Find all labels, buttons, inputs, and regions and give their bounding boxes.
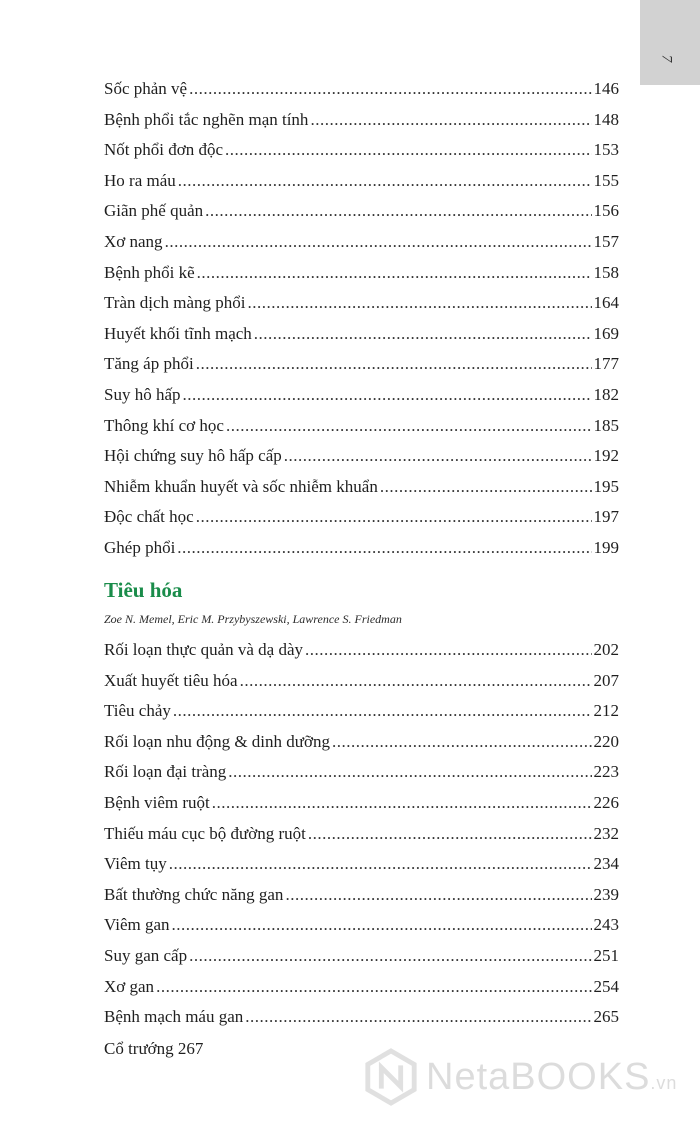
- watermark: [362, 1044, 692, 1110]
- toc-entry-title: Bất thường chức năng gan: [104, 884, 284, 904]
- dot-leader: [332, 730, 592, 754]
- dot-leader: [254, 322, 592, 346]
- toc-entry-page: 156: [593, 201, 619, 221]
- page-number: 7: [658, 54, 675, 63]
- dot-leader: [165, 230, 592, 254]
- dot-leader: [226, 414, 592, 438]
- dot-leader: [240, 669, 592, 693]
- dot-leader: [177, 536, 591, 560]
- toc-entry-title: Xơ gan: [104, 976, 155, 996]
- toc-entry-page: 254: [593, 976, 619, 996]
- toc-entry-title: Tràn dịch màng phổi: [104, 293, 246, 313]
- toc-entry-page: 192: [593, 446, 619, 466]
- toc-entry: [104, 975, 619, 999]
- toc-entry-title: Tăng áp phổi: [104, 354, 194, 374]
- toc-entry: [104, 669, 619, 693]
- dot-leader: [196, 505, 592, 529]
- toc-entry: [104, 852, 619, 876]
- dot-leader: [212, 791, 592, 815]
- toc-entry: [104, 169, 619, 193]
- toc-entry-title: Ho ra máu: [104, 170, 176, 190]
- toc-entry-title: Ghép phổi: [104, 538, 176, 557]
- toc-entry-title: Rối loạn thực quản và dạ dày: [104, 640, 303, 659]
- toc-entry-title: Bệnh phổi tắc nghẽn mạn tính: [104, 109, 309, 129]
- toc-entry: [104, 883, 619, 907]
- netabooks-logo-icon: [362, 1048, 420, 1106]
- section-authors: Zoe N. Memel, Eric M. Przybyszewski, Lawrence S. Friedman: [104, 612, 402, 626]
- toc-entry: [104, 699, 619, 723]
- toc-entry-title: Tiêu chảy: [104, 701, 171, 721]
- toc-entry-title: Độc chất học: [104, 507, 194, 527]
- toc-entry-title: Sốc phản vệ: [104, 79, 188, 98]
- toc-entry-page: 251: [593, 946, 619, 965]
- toc-entry-page: 146: [593, 79, 619, 98]
- toc-entry-title: Giãn phế quản: [104, 201, 204, 221]
- toc-entry-page: 212: [593, 701, 619, 721]
- dot-leader: [284, 444, 592, 468]
- toc-entry-title: Huyết khối tĩnh mạch: [104, 323, 252, 343]
- dot-leader: [183, 383, 592, 407]
- toc-entry-page: 202: [593, 640, 619, 659]
- toc-entry-page: 185: [593, 415, 619, 435]
- dot-leader: [196, 352, 592, 376]
- page-tab: [640, 0, 700, 85]
- toc-entry: [104, 199, 619, 223]
- toc-entry: [104, 638, 619, 662]
- dot-leader: [197, 261, 592, 285]
- dot-leader: [380, 475, 592, 499]
- toc-entry-page: 239: [593, 884, 619, 904]
- toc-entry-title: Nốt phổi đơn độc: [104, 140, 224, 160]
- dot-leader: [308, 822, 592, 846]
- toc-entry: [104, 77, 619, 101]
- toc-entry: [104, 352, 619, 376]
- toc-entry-page: 197: [593, 507, 619, 527]
- dot-leader: [173, 699, 592, 723]
- toc-entry: [104, 536, 619, 560]
- toc-entry: [104, 261, 619, 285]
- toc-entry-title: Hội chứng suy hô hấp cấp: [104, 446, 282, 466]
- toc-entry-title: Nhiễm khuẩn huyết và sốc nhiễm khuẩn: [104, 476, 378, 496]
- toc-entry-tail: Cổ trướng 267: [104, 1039, 204, 1058]
- toc-entry-title: Suy gan cấp: [104, 946, 188, 965]
- toc-entry-page: 155: [593, 170, 619, 190]
- toc-entry: [104, 444, 619, 468]
- watermark-text: NetaBOOKS.vn: [426, 1055, 678, 1098]
- dot-leader: [285, 883, 591, 907]
- toc-entry-page: 226: [593, 793, 619, 812]
- toc-entry-title: Xơ nang: [104, 232, 163, 251]
- dot-leader: [156, 975, 591, 999]
- toc-entry-page: 223: [593, 762, 619, 782]
- toc-entry-title: Thông khí cơ học: [104, 415, 224, 435]
- toc-entry-page: 232: [593, 823, 619, 843]
- toc-entry-page: 177: [593, 354, 619, 374]
- toc-entry-title: Xuất huyết tiêu hóa: [104, 670, 238, 690]
- toc-entry-page: 164: [593, 293, 619, 313]
- toc-entry: [104, 944, 619, 968]
- toc-entry: [104, 414, 619, 438]
- dot-leader: [225, 138, 591, 162]
- toc-entry: [104, 383, 619, 407]
- toc-entry: [104, 291, 619, 315]
- toc-entry: [104, 230, 619, 254]
- toc-entry-page: 153: [593, 140, 619, 160]
- toc-entry-page: 195: [593, 476, 619, 496]
- toc-entry-title: Viêm gan: [104, 915, 170, 935]
- toc-entry: [104, 730, 619, 754]
- toc-entry: [104, 913, 619, 937]
- toc-entry: [104, 475, 619, 499]
- dot-leader: [178, 169, 592, 193]
- toc-entry-page: 199: [593, 538, 619, 557]
- toc-entry-title: Bệnh viêm ruột: [104, 793, 210, 812]
- toc-entry-title: Rối loạn đại tràng: [104, 762, 227, 782]
- toc-entry-title: Bệnh mạch máu gan: [104, 1007, 244, 1027]
- dot-leader: [172, 913, 592, 937]
- dot-leader: [205, 199, 591, 223]
- dot-leader: [248, 291, 592, 315]
- dot-leader: [189, 77, 591, 101]
- toc-entry: [104, 138, 619, 162]
- toc-entry: [104, 505, 619, 529]
- toc-entry-page: 265: [593, 1007, 619, 1027]
- toc-entry-title: Viêm tụy: [104, 854, 167, 874]
- toc-entry-title: Thiếu máu cục bộ đường ruột: [104, 823, 306, 843]
- toc-entry: [104, 1005, 619, 1029]
- toc-entry-title: Suy hô hấp: [104, 385, 181, 404]
- toc-entry: [104, 822, 619, 846]
- toc-entry-page: 169: [593, 323, 619, 343]
- dot-leader: [189, 944, 591, 968]
- dot-leader: [305, 638, 592, 662]
- toc-entry: [104, 322, 619, 346]
- toc-entry-page: 148: [593, 109, 619, 129]
- toc-entry-page: 182: [593, 385, 619, 404]
- toc-entry: [104, 760, 619, 784]
- toc-entry: [104, 791, 619, 815]
- toc-entry-page: 243: [593, 915, 619, 935]
- dot-leader: [228, 760, 591, 784]
- toc-entry-page: 158: [593, 262, 619, 282]
- toc-entry-page: 207: [593, 670, 619, 690]
- section-title: Tiêu hóa: [104, 578, 183, 602]
- dot-leader: [245, 1005, 591, 1029]
- toc-entry-page: 234: [593, 854, 619, 874]
- dot-leader: [310, 108, 591, 132]
- toc-entry: [104, 108, 619, 132]
- dot-leader: [169, 852, 592, 876]
- toc-entry-title: Bệnh phổi kẽ: [104, 262, 195, 282]
- toc-entry-page: 220: [593, 731, 619, 751]
- toc-entry-title: Rối loạn nhu động & dinh dưỡng: [104, 731, 330, 751]
- toc-entry-page: 157: [593, 232, 619, 251]
